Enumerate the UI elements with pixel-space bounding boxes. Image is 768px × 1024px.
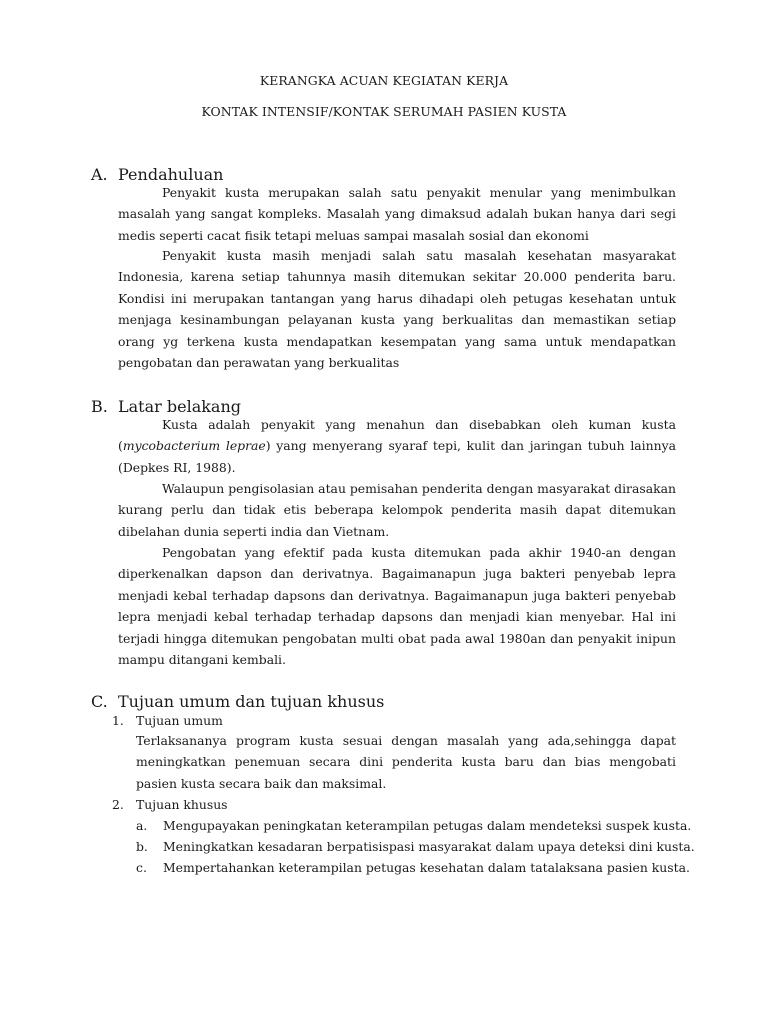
list-item-2: [112, 797, 228, 812]
list-item-1-number: 1.: [112, 713, 124, 728]
sub-item-c-text: Mempertahankan keterampilan petugas kesehatan dalam tatalaksana pasien kusta.: [163, 860, 690, 875]
section-a-paragraph-2: Penyakit kusta masih menjadi salah satu masalah kesehatan masyarakat Indonesia, karena setiap tahunnya masih ditemukan sekitar 20.000 penderita baru. Kondisi ini merupakan tantangan yang harus dihadapi oleh petugas kesehatan untuk menjaga kesinambungan pelayanan kusta yang berkualitas dan memastikan setiap orang yg terkena kusta mendapatkan kesempatan yang sama untuk mendapatkan pengobatan dan perawatan yang berkualitas: [118, 248, 676, 371]
section-b-paragraph-3: Pengobatan yang efektif pada kusta ditemukan pada akhir 1940-an dengan diperkenalkan dapson dan derivatnya. Bagaimanapun juga bakteri penyebab lepra menjadi kebal terhadap dapsons dan derivatnya. Bagaimanapun juga bakteri penyebab lepra menjadi kebal terhadap terhadap dapsons dan menjadi kian menyebar. Hal ini terjadi hingga ditemukan pengobatan multi obat pada awal 1980an dan penyakit inipun mampu ditangani kembali.: [118, 545, 676, 668]
section-b-p1-italic: mycobacterium leprae: [122, 438, 266, 454]
sub-item-c-letter: c.: [136, 860, 147, 875]
section-c-letter: C.: [91, 692, 108, 711]
section-b-p1-end: ) yang menyerang syaraf tepi, kulit dan jaringan tubuh lainnya (Depkes RI, 1988).: [118, 438, 676, 475]
section-a-paragraph-1: Penyakit kusta merupakan salah satu penyakit menular yang menimbulkan masalah yang sangat kompleks. Masalah yang dimaksud adalah bukan hanya dari segi medis seperti cacat fisik tetapi meluas sampai masalah sosial dan ekonomi: [118, 185, 676, 243]
sub-item-b-text: Meningkatkan kesadaran berpatisispasi masyarakat dalam upaya deteksi dini kusta.: [163, 839, 695, 854]
sub-item-c: [136, 860, 690, 875]
section-b-paragraph-1: [118, 414, 676, 478]
list-item-2-number: 2.: [112, 797, 124, 812]
list-item-1: [112, 713, 223, 728]
section-b-letter: B.: [91, 397, 108, 416]
document-title: KERANGKA ACUAN KEGIATAN KERJA: [259, 73, 509, 88]
sub-item-a-letter: a.: [136, 818, 148, 833]
section-a-letter: A.: [91, 165, 108, 184]
sub-item-a: [136, 818, 691, 833]
list-item-1-text: Terlaksananya program kusta sesuai dengan masalah yang ada,sehingga dapat meningkatkan penemuan secara dini penderita kusta baru dan bias mengobati pasien kusta secara baik dan maksimal.: [136, 733, 676, 791]
list-item-1-label: Tujuan umum: [136, 713, 223, 728]
sub-item-b-letter: b.: [136, 839, 148, 854]
section-c-heading: [91, 692, 384, 711]
section-c-title: Tujuan umum dan tujuan khusus: [118, 692, 385, 711]
list-item-2-label: Tujuan khusus: [136, 797, 228, 812]
section-b-paragraph-2: Walaupun pengisolasian atau pemisahan penderita dengan masyarakat dirasakan kurang perlu dan tidak etis beberapa kelompok penderita masih dapat ditemukan dibelahan dunia seperti india dan Vietnam.: [118, 481, 676, 539]
document-subtitle: KONTAK INTENSIF/KONTAK SERUMAH PASIEN KUSTA: [201, 104, 567, 119]
sub-item-b: [136, 839, 695, 854]
sub-item-a-text: Mengupayakan peningkatan keterampilan petugas dalam mendeteksi suspek kusta.: [163, 818, 692, 833]
section-b-p1-start: Kusta adalah penyakit yang menahun dan disebabkan oleh kuman kusta (: [118, 417, 676, 454]
section-a-title: Pendahuluan: [118, 165, 224, 184]
section-b-title: Latar belakang: [118, 397, 242, 416]
